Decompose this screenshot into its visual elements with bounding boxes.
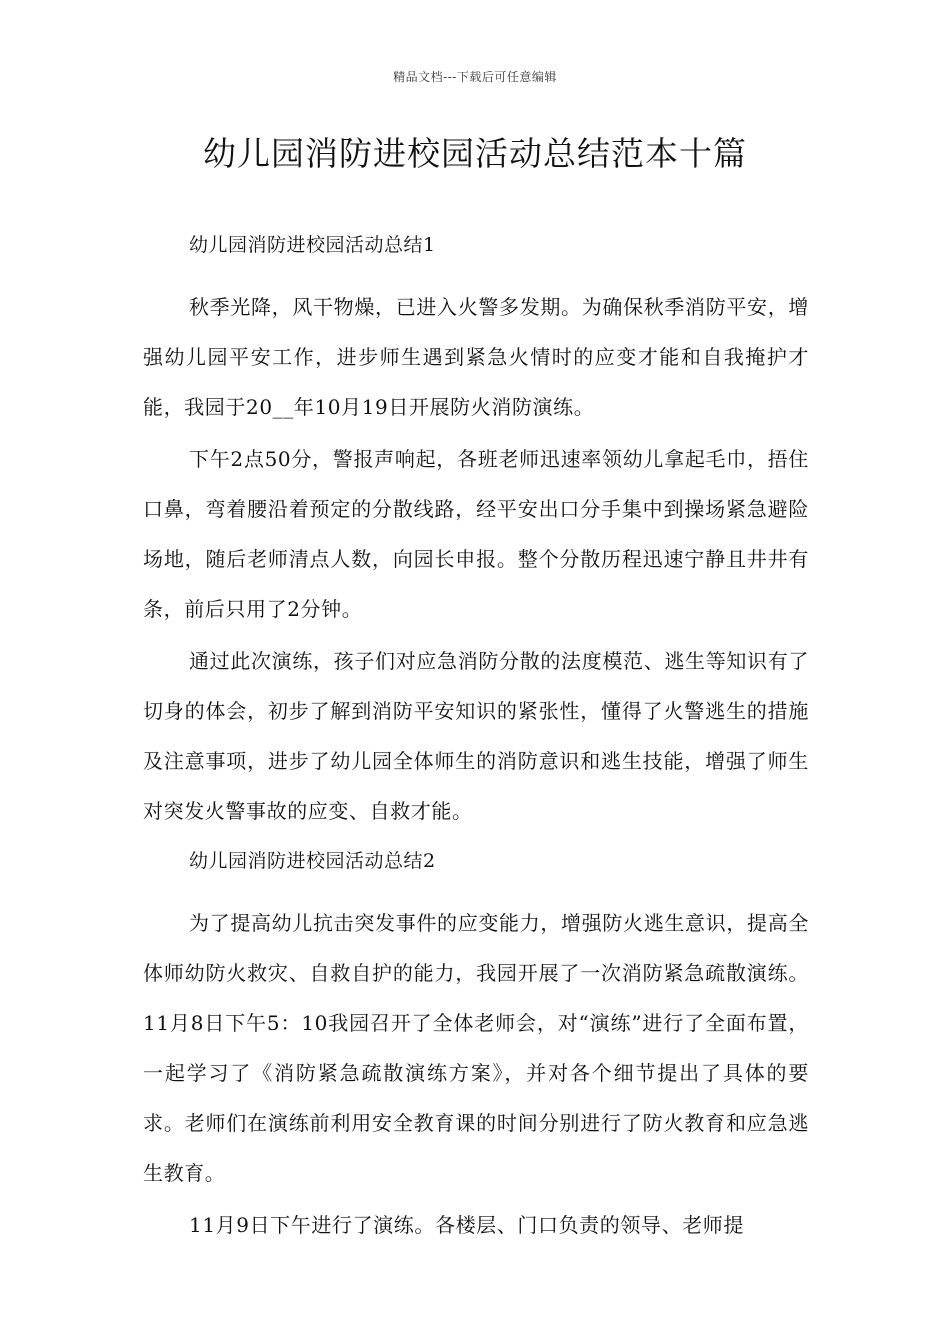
paragraph: 秋季光降，风干物燥，已进入火警多发期。为确保秋季消防平安，增强幼儿园平安工作，进步师生遇到紧急火情时的应变才能和自我掩护才能，我园于20__年10月19日开展防火消防演练。 bbox=[143, 295, 809, 419]
paragraph: 通过此次演练，孩子们对应急消防分散的法度模范、逃生等知识有了切身的体会，初步了解到消防平安知识的紧张性，懂得了火警逃生的措施及注意事项，进步了幼儿园全体师生的消防意识和逃生技能，增强了师生对突发火警事故的应变、自救才能。 bbox=[143, 649, 809, 823]
paragraph: 11月9日下午进行了演练。各楼层、门口负责的领导、老师提 bbox=[189, 1213, 744, 1237]
document-title: 幼儿园消防进校园活动总结范本十篇 bbox=[203, 134, 747, 173]
section-heading: 幼儿园消防进校园活动总结2 bbox=[189, 850, 436, 872]
document-body bbox=[143, 230, 809, 1250]
header-note: 精品文档---下载后可任意编辑 bbox=[393, 70, 557, 84]
paragraph: 为了提高幼儿抗击突发事件的应变能力，增强防火逃生意识，提高全体师幼防火救灾、自救自护的能力，我园开展了一次消防紧急疏散演练。11月8日下午5：10我园召开了全体老师会，对“演练”进行了全面布置，一起学习了《消防紧急疏散演练方案》，并对各个细节提出了具体的要求。老师们在演练前利用安全教育课的时间分别进行了防火教育和应急逃生教育。 bbox=[143, 911, 809, 1185]
paragraph: 下午2点50分，警报声响起，各班老师迅速率领幼儿拿起毛巾，捂住口鼻，弯着腰沿着预定的分散线路，经平安出口分手集中到操场紧急避险场地，随后老师清点人数，向园长申报。整个分散历程迅速宁静且井井有条，前后只用了2分钟。 bbox=[143, 447, 809, 621]
section-heading: 幼儿园消防进校园活动总结1 bbox=[189, 234, 436, 256]
